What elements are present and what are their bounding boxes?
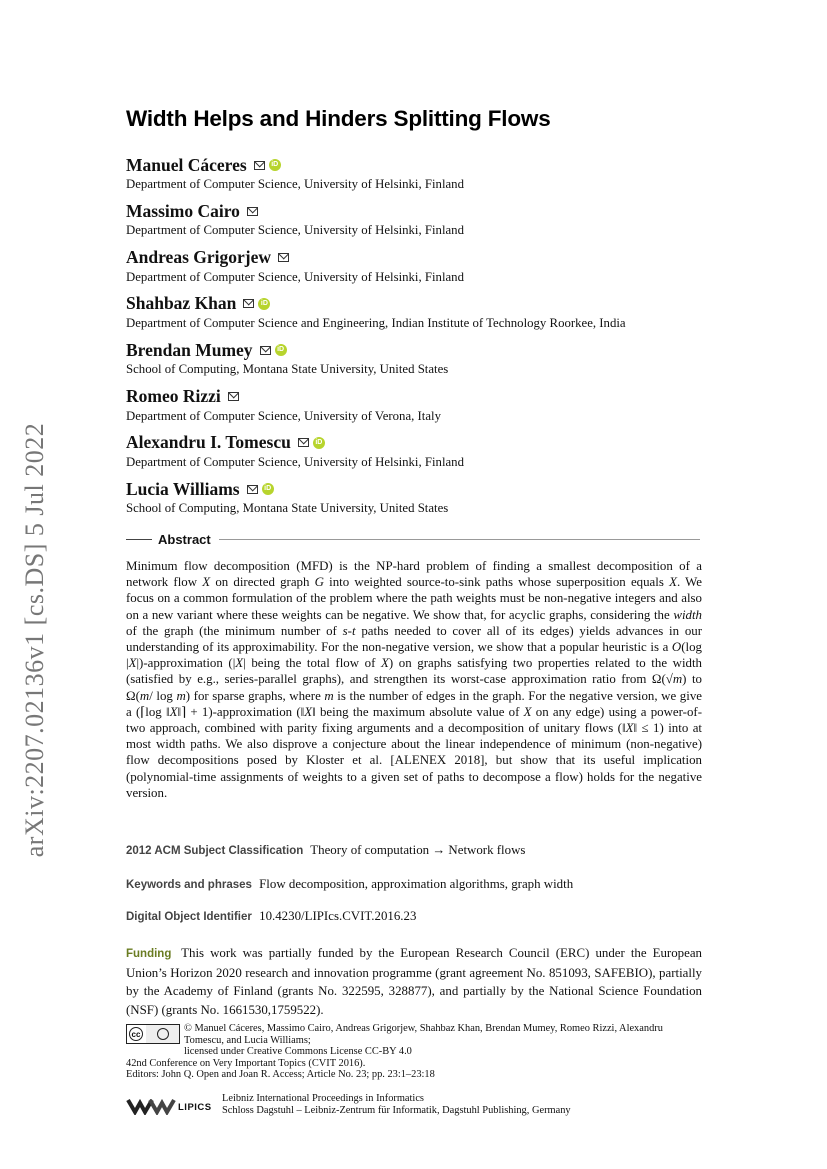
lipics-label: LIPICS bbox=[178, 1102, 212, 1113]
doi-label: Digital Object Identifier bbox=[126, 911, 252, 923]
email-icon[interactable] bbox=[228, 392, 239, 401]
lipics-text bbox=[222, 1093, 571, 1116]
author-affiliation: School of Computing, Montana State University, United States bbox=[126, 501, 449, 516]
author-name bbox=[126, 478, 274, 500]
author-affiliation: Department of Computer Science, University of Helsinki, Finland bbox=[126, 269, 464, 284]
author-name bbox=[126, 386, 239, 408]
paper-title: Width Helps and Hinders Splitting Flows bbox=[126, 106, 551, 131]
acm-label: 2012 ACM Subject Classification bbox=[126, 845, 304, 857]
author-name-text: Brendan Mumey bbox=[126, 339, 253, 360]
author-affiliation: Department of Computer Science, University of Verona, Italy bbox=[126, 408, 441, 423]
email-icon[interactable] bbox=[243, 299, 254, 308]
author-name bbox=[126, 432, 325, 454]
author-block bbox=[126, 247, 464, 285]
lipics-logo-icon bbox=[126, 1097, 180, 1115]
acm-value: Theory of computation → Network flows bbox=[310, 843, 526, 857]
cc-by-icon bbox=[126, 1024, 180, 1044]
conference-line: 42nd Conference on Very Important Topics (CVIT 2016). bbox=[126, 1057, 366, 1069]
author-name bbox=[126, 339, 287, 361]
author-affiliation: Department of Computer Science, University of Helsinki, Finland bbox=[126, 223, 464, 238]
author-name bbox=[126, 154, 281, 176]
funding-label: Funding bbox=[126, 948, 172, 960]
abstract-rule-left bbox=[126, 539, 152, 540]
orcid-icon[interactable]: iD bbox=[258, 298, 270, 310]
author-affiliation: Department of Computer Science, University of Helsinki, Finland bbox=[126, 177, 464, 191]
cc-icon: cc bbox=[129, 1027, 143, 1041]
editors-line: Editors: John Q. Open and Joan R. Access; Article No. 23; pp. 23:1–23:18 bbox=[126, 1069, 435, 1081]
author-block bbox=[126, 478, 448, 516]
author-name bbox=[126, 293, 270, 315]
author-name-text: Alexandru I. Tomescu bbox=[126, 432, 291, 453]
doi bbox=[126, 908, 702, 926]
funding bbox=[126, 944, 702, 1019]
author-name-text: Romeo Rizzi bbox=[126, 386, 221, 406]
author-affiliation: School of Computing, Montana State University, United States bbox=[126, 362, 449, 377]
abstract-heading bbox=[126, 532, 700, 547]
license-footer bbox=[126, 1023, 702, 1116]
doi-value[interactable]: 10.4230/LIPIcs.CVIT.2016.23 bbox=[259, 909, 417, 923]
abstract-text: Minimum flow decomposition (MFD) is the NP-hard problem of finding a smallest decomposition of a network flow X on directed graph G into weighted source-to-sink paths whose superposition equals X. We focus on a common formulation of the problem where the path weights must be non-negative integers and also on a new variant where these weights can be negative. We show that, for acyclic graphs, considering the width of the graph (the minimum number of s-t paths needed to cover all of its edges) yields advances in our understanding of its approximability. For the non-negative version, we show that a popular heuristic is a O(log |X|)-approximation (|X| being the total flow of X) on graphs satisfying two properties related to the width (satisfied by e.g., series-parallel graphs), and strengthen its worst-case approximation ratio from Ω(√m) to Ω(m/ log m) for sparse graphs, where m is the number of edges in the graph. For the negative version, we give a (⌈log ‖X‖⌉ + 1)-approximation (‖X‖ being the maximum absolute value of X on any edge) using a power-of-two approach, combined with parity fixing arguments and a decomposition of unitary flows (‖X‖ ≤ 1) into at most width paths. We also disprove a conjecture about the linear independence of minimum (non-negative) flow decompositions posed by Kloster et al. [ALENEX 2018], but show that its useful implication (polynomial-time assignments of weights to a given set of paths to decompose a flow) holds for the negative version. bbox=[126, 559, 703, 800]
abstract-label: Abstract bbox=[158, 532, 211, 547]
arxiv-id: arXiv:2207.02136v1 [cs.DS] 5 Jul 2022 bbox=[20, 422, 49, 858]
by-person-icon bbox=[157, 1028, 169, 1040]
funding-value: This work was partially funded by the European Research Council (ERC) under the European Union’s Horizon 2020 research and innovation programme (grant agreement No. 851093, SAFEBIO), partially by the Academy of Finland (grants No. 322595, 328877), and partially by the National Science Foundation (NSF) (grants No. 1661530,1759522). bbox=[126, 946, 702, 1017]
author-block bbox=[126, 293, 626, 331]
acm-classification bbox=[126, 842, 702, 860]
email-icon[interactable] bbox=[254, 161, 265, 170]
arxiv-stamp bbox=[16, 380, 54, 900]
copyright-line: © Manuel Cáceres, Massimo Cairo, Andreas Grigorjew, Shahbaz Khan, Brendan Mumey, Romeo Rizzi, Alexandru Tomescu, and Lucia Williams; bbox=[184, 1023, 663, 1046]
author-affiliation: Department of Computer Science, University of Helsinki, Finland bbox=[126, 454, 464, 469]
author-block bbox=[126, 154, 464, 192]
author-name-text: Lucia Williams bbox=[126, 478, 240, 499]
author-block bbox=[126, 339, 448, 377]
author-block bbox=[126, 432, 464, 470]
email-icon[interactable] bbox=[298, 438, 309, 447]
orcid-icon[interactable]: iD bbox=[262, 483, 274, 495]
orcid-icon[interactable]: iD bbox=[269, 159, 281, 171]
author-name bbox=[126, 200, 258, 222]
keywords-value: Flow decomposition, approximation algorithms, graph width bbox=[259, 877, 574, 891]
email-icon[interactable] bbox=[278, 253, 289, 262]
series-line: Leibniz International Proceedings in Informatics bbox=[222, 1093, 424, 1104]
author-name-text: Shahbaz Khan bbox=[126, 293, 237, 314]
author-block bbox=[126, 200, 464, 238]
orcid-icon[interactable]: iD bbox=[313, 437, 325, 449]
publisher-line: Schloss Dagstuhl – Leibniz-Zentrum für Informatik, Dagstuhl Publishing, Germany bbox=[222, 1104, 571, 1116]
abstract-rule-right bbox=[219, 539, 700, 540]
author-name-text: Massimo Cairo bbox=[126, 200, 240, 221]
email-icon[interactable] bbox=[247, 485, 258, 494]
keywords bbox=[126, 876, 702, 894]
orcid-icon[interactable]: iD bbox=[275, 344, 287, 356]
author-block bbox=[126, 386, 441, 424]
author-name-text: Andreas Grigorjew bbox=[126, 247, 271, 268]
email-icon[interactable] bbox=[247, 207, 258, 216]
keywords-label: Keywords and phrases bbox=[126, 879, 252, 891]
author-affiliation: Department of Computer Science and Engineering, Indian Institute of Technology Roorkee, India bbox=[126, 315, 626, 330]
email-icon[interactable] bbox=[260, 346, 271, 355]
author-name bbox=[126, 247, 289, 269]
author-name-text: Manuel Cáceres bbox=[126, 154, 247, 175]
license-line: licensed under Creative Commons License CC-BY 4.0 bbox=[184, 1046, 412, 1058]
